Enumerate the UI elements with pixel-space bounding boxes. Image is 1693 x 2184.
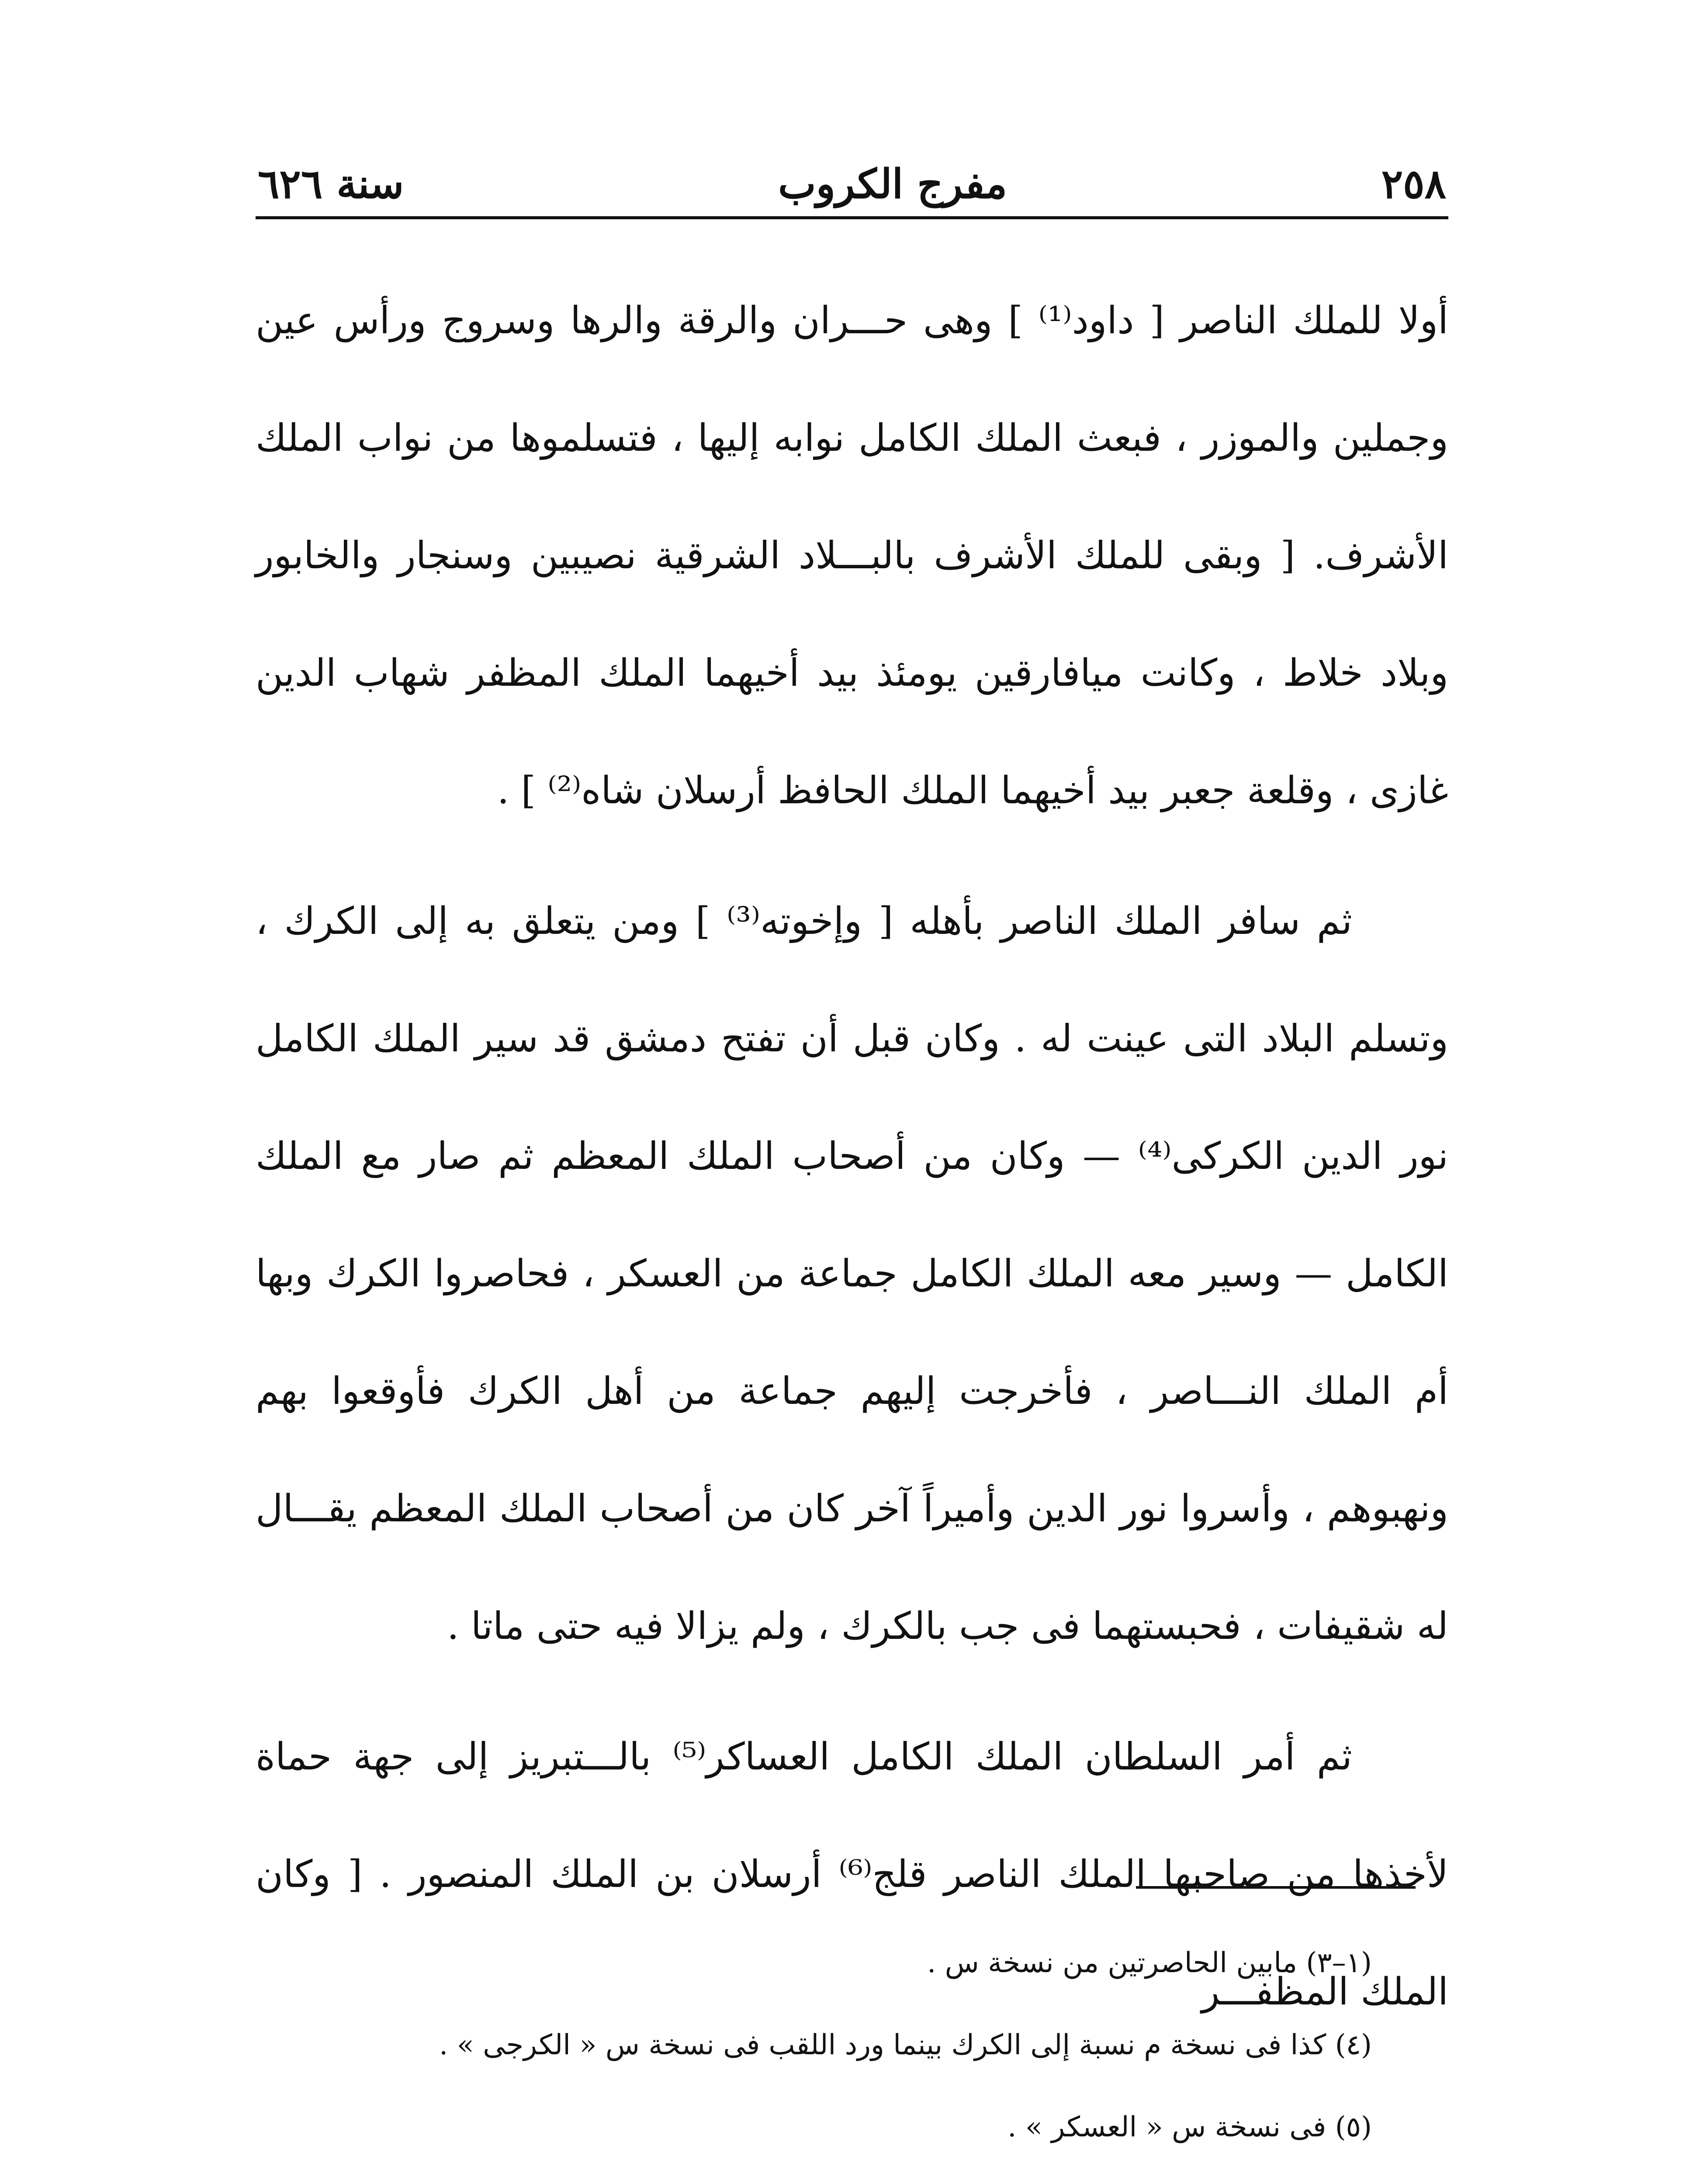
header-rule xyxy=(256,216,1448,219)
main-text xyxy=(256,262,1448,2051)
running-header xyxy=(258,138,1446,207)
page-number: ٢٥٨ xyxy=(1381,160,1446,207)
footnote-1-3: (١–٣) مابين الحاصرتين من نسخة س . xyxy=(927,1947,1372,1979)
paragraph-2: ثم سافر الملك الناصر بأهله [ وإخوته⁽³⁾ ] ومن يتعلق به إلى الكرك ، وتسلم البلاد التى عينت له . وكان قبل أن تفتح دمشق قد سير الملك الكامل نور الدين الكركى⁽⁴⁾ — وكان من أصحاب الملك المعظم ثم صار مع الملك الكامل — وسير معه الملك الكامل جماعة من العسكر ، فحاصروا الكرك وبها أم الملك النـــاصر ، فأخرجت إليهم جماعة من أهل الكرك فأوقعوا بهم ونهبوهم ، وأسروا نور الدين وأميراً آخر كان من أصحاب الملك المعظم يقـــال له شقيفات ، فحبستهما فى جب بالكرك ، ولم يزالا فيه حتى ماتا . xyxy=(256,899,1448,1648)
paragraph-3: ثم أمر السلطان الملك الكامل العساكر⁽⁵⁾ بالـــتبريز إلى جهة حماة لأخذها من صاحبها الملك الناصر قلج⁽⁶⁾ أرسلان بن الملك المنصور . [ وكان الملك المظفـــر xyxy=(256,1735,1449,2014)
footnote-5: (٥) فى نسخة س « العسكر » . xyxy=(1007,2111,1372,2143)
footnote-6 xyxy=(227,2168,1372,2184)
book-title: مفرج الكروب xyxy=(778,160,1007,207)
paragraph-1: أولا للملك الناصر [ داود⁽¹⁾ ] وهى حـــران والرقة والرها وسروج ورأس عين وجملين والموزر ، فبعث الملك الكامل نوابه إليها ، فتسلموها من نواب الملك الأشرف. [ وبقى للملك الأشرف بالبـــلاد الشرقية نصيبين وسنجار والخابور وبلاد خلاط ، وكانت ميافارقين يومئذ بيد أخيهما الملك المظفر شهاب الدين غازى ، وقلعة جعبر بيد أخيهما الملك الحافظ أرسلان شاه⁽²⁾ ] . xyxy=(256,299,1449,812)
footnote-separator xyxy=(1136,1886,1416,1889)
footnotes xyxy=(227,1922,1372,2184)
year-label: سنة ٦٢٦ xyxy=(258,160,404,207)
footnote-4: (٤) كذا فى نسخة م نسبة إلى الكرك بينما ورد اللقب فى نسخة س « الكرجى » . xyxy=(439,2029,1372,2061)
